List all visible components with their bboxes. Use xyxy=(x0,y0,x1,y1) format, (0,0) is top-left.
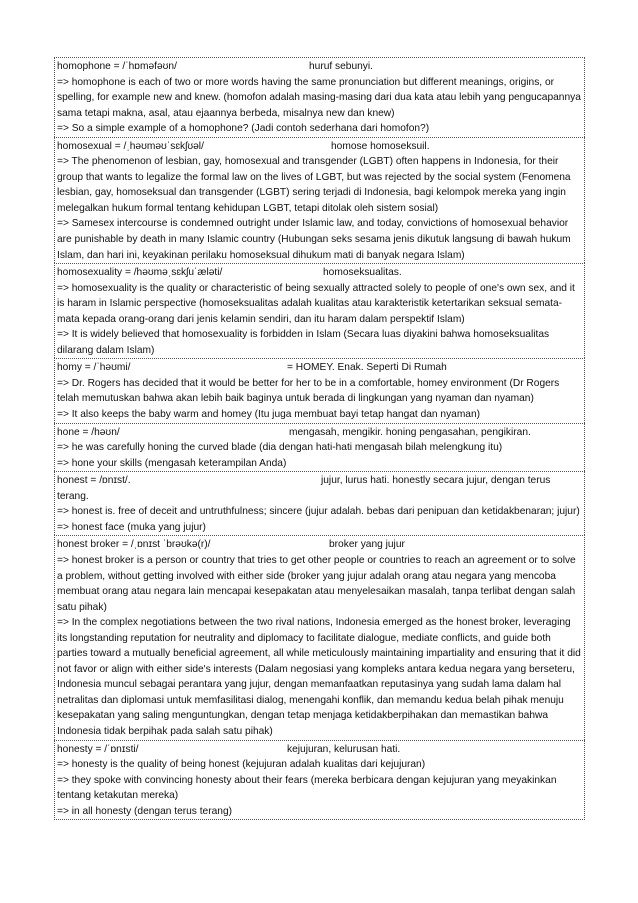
entry-example: => So a simple example of a homophone? (Jadi contoh sederhana dari homofon?) xyxy=(57,123,430,135)
entry-header xyxy=(57,360,582,376)
entry-term: homy = /ˈhəʊmi/ xyxy=(57,362,131,374)
entry-meaning: homose homoseksuil. xyxy=(331,140,430,152)
entry-meaning: jujur, lurus hati. honestly secara jujur, dengan terus terang. xyxy=(57,475,551,502)
entry-term: hone = /həʊn/ xyxy=(57,426,120,438)
entry-term: homosexual = /ˌhəʊməʊˈsɛkʃʊəl/ xyxy=(57,140,204,152)
entry-homosexuality xyxy=(54,263,585,358)
entry-meaning: = HOMEY. Enak. Seperti Di Rumah xyxy=(287,362,447,374)
entry-definition: => he was carefully honing the curved blade (dia dengan hati-hati mengasah bilah melengkung itu) xyxy=(57,442,503,454)
entry-meaning: huruf sebunyi. xyxy=(309,61,373,72)
entry-homosexual xyxy=(54,137,585,263)
entry-term: homosexuality = /həʊməˌsɛkʃuˈæləti/ xyxy=(57,267,223,279)
entry-meaning: mengasah, mengikir. honing pengasahan, pengikiran. xyxy=(289,426,531,438)
entry-example: => Samesex intercourse is condemned outright under Islamic law, and today, convictions of homosexual behavior are punishable by death in many Islamic country (Hubungan seks sesama jenis dikutuk langsung di bawah hukum Islam, dan hari ini, keyakinan perilaku homoseksual dihukum mati di banyak negara Islam) xyxy=(57,218,571,261)
entry-definition: => The phenomenon of lesbian, gay, homosexual and transgender (LGBT) often happens in Indonesia, for their group that wants to legalize the formal law on the lives of LGBT, but was rejected by the social system (Fenomena lesbian, gay, homoseksual dan transgender (LGBT) sering terjadi di Indonesia, bagi kelompok mereka yang ingin melegalkan hukum formal tentang kehidupan LGBT, tetapi ditolak oleh sistem sosial) xyxy=(57,156,571,214)
dictionary-sheet xyxy=(54,57,585,820)
entry-homy xyxy=(54,358,585,422)
entry-homophone xyxy=(54,57,585,137)
entry-example: => It also keeps the baby warm and homey (Itu juga membuat bayi tetap hangat dan nyaman) xyxy=(57,409,481,421)
entry-header xyxy=(57,473,582,504)
entry-term: honesty = /ˈɒnɪsti/ xyxy=(57,743,139,755)
entry-definition: => Dr. Rogers has decided that it would be better for her to be in a comfortable, homey environment (Dr Rogers telah memutuskan bahwa akan lebih baik baginya untuk berada di lingkungan yang nyaman dan nyaman) xyxy=(57,377,560,405)
entry-meaning: broker yang jujur xyxy=(329,539,405,551)
entry-term: honest = /ɒnɪst/. xyxy=(57,475,131,487)
entry-header xyxy=(57,265,582,281)
entry-honest-broker xyxy=(54,535,585,739)
entry-example: => hone your skills (mengasah keterampilan Anda) xyxy=(57,457,287,469)
entry-definition: => honest broker is a person or country that tries to get other people or countries to reach an agreement or to solve a problem, without getting involved with either side (broker yang jujur adalah orang atau negara yang mencoba membuat orang atau negara lain mencapai kesepakatan atau menyelesaikan masalah, tanpa terlibat dengan salah satu pihak) xyxy=(57,554,576,613)
entry-example: => they spoke with convincing honesty about their fears (mereka berbicara dengan kejujuran yang meyakinkan tentang ketakutan mereka) xyxy=(57,774,557,802)
entry-honesty xyxy=(54,740,585,821)
entry-definition: => homosexuality is the quality or characteristic of being sexually attracted solely to people of one's own sex, and it is haram in Islamic perspective (homoseksualitas adalah kualitas atau karakteristik ketertarikan seksual semata-mata kepada orang-orang dari jenis kelamin sendiri, dan itu haram dalam perspektif Islam) xyxy=(57,282,575,325)
entry-header xyxy=(57,139,582,155)
entry-example: => In the complex negotiations between the two rival nations, Indonesia emerged as the honest broker, leveraging its longstanding reputation for neutrality and diplomacy to facilitate dialogue, mediate conflicts, and guide both parties toward a mutually beneficial agreement, all while meticulously maintaining impartiality and ensuring that it did not favor or align with either side's interests (Dalam negosiasi yang kompleks antara kedua negara yang berseteru, Indonesia muncul sebagai perantara yang jujur, dengan memanfaatkan reputasinya yang sudah lama dalam hal netralitas dan diplomasi untuk memfasilitasi dialog, menengahi konflik, dan memandu kedua belah pihak menuju kesepakatan yang saling menguntungkan, dengan tetap menjaga ketidakberpihakan dan memastikan bahwa Indonesia tidak berpihak pada salah satu pihak) xyxy=(57,617,581,737)
entry-hone xyxy=(54,423,585,472)
entry-honest xyxy=(54,471,585,535)
entry-header xyxy=(57,59,582,75)
entry-example: => in all honesty (dengan terus terang) xyxy=(57,805,232,817)
entry-example: => honest face (muka yang jujur) xyxy=(57,521,206,533)
entry-term: honest broker = /ˌɒnɪst ˈbrəʊkə(r)/ xyxy=(57,539,211,551)
entry-meaning: homoseksualitas. xyxy=(323,267,402,279)
entry-header xyxy=(57,537,582,553)
entry-header xyxy=(57,425,582,441)
entry-header xyxy=(57,742,582,758)
entry-definition: => honest is. free of deceit and untruthfulness; sincere (jujur adalah. bebas dari penipuan dan ketidakbenaran; jujur) xyxy=(57,506,580,518)
entry-definition: => honesty is the quality of being honest (kejujuran adalah kualitas dari kejujuran) xyxy=(57,759,426,771)
entry-meaning: kejujuran, kelurusan hati. xyxy=(287,743,401,755)
entry-example: => It is widely believed that homosexuality is forbidden in Islam (Secara luas diyakini bahwa homoseksualitas dilarang dalam Islam) xyxy=(57,329,550,356)
entry-definition: => homophone is each of two or more words having the same pronunciation but different meanings, origins, or spelling, for example new and knew. (homofon adalah masing-masing dari dua kata atau lebih yang pengucapannya sama tetapi makna, asal, atau ejaannya berbeda, misalnya new dan knew) xyxy=(57,76,581,119)
entry-term: homophone = /ˈhɒməfəʊn/ xyxy=(57,61,177,72)
